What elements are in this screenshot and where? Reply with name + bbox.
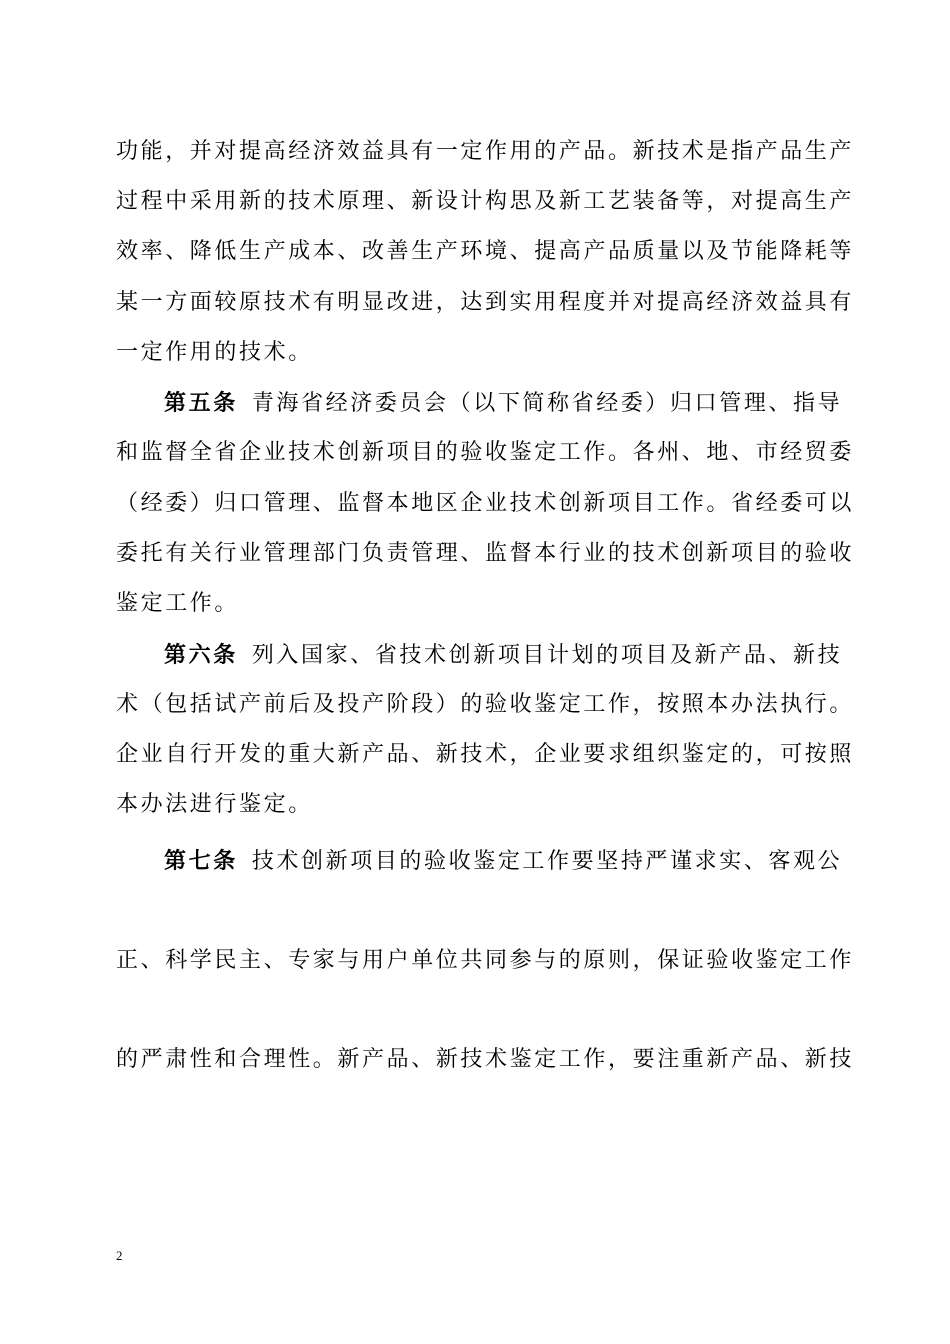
paragraph-line: 某一方面较原技术有明显改进，达到实用程度并对提高经济效益具有 [116,290,855,315]
paragraph-line: （经委）归口管理、监督本地区企业技术创新项目工作。省经委可以 [116,491,855,516]
article-6-text: 列入国家、省技术创新项目计划的项目及新产品、新技 [251,643,843,668]
article-5-text: 青海省经济委员会（以下简称省经委）归口管理、指导 [251,391,843,416]
article-7-number: 第七条 [164,848,238,874]
article-5-first-line [164,388,884,419]
page-number: 2 [116,1248,123,1263]
article-7-text: 技术创新项目的验收鉴定工作要坚持严谨求实、客观公 [251,849,843,874]
paragraph-line: 术（包括试产前后及投产阶段）的验收鉴定工作，按照本办法执行。 [116,692,855,717]
article-7-first-line [164,846,884,877]
paragraph-line: 一定作用的技术。 [116,340,313,365]
paragraph-line: 和监督全省企业技术创新项目的验收鉴定工作。各州、地、市经贸委 [116,440,855,465]
paragraph-line: 效率、降低生产成本、改善生产环境、提高产品质量以及节能降耗等 [116,239,855,264]
paragraph-line: 过程中采用新的技术原理、新设计构思及新工艺装备等，对提高生产 [116,189,855,214]
article-6-number: 第六条 [164,642,238,668]
paragraph-line: 本办法进行鉴定。 [116,792,313,817]
paragraph-line: 鉴定工作。 [116,591,240,616]
paragraph-line: 的严肃性和合理性。新产品、新技术鉴定工作，要注重新产品、新技 [116,1047,855,1072]
paragraph-line: 企业自行开发的重大新产品、新技术，企业要求组织鉴定的，可按照 [116,742,855,767]
article-5-number: 第五条 [164,390,238,416]
paragraph-line: 正、科学民主、专家与用户单位共同参与的原则，保证验收鉴定工作 [116,948,855,973]
article-6-first-line [164,640,884,671]
paragraph-line: 委托有关行业管理部门负责管理、监督本行业的技术创新项目的验收 [116,541,855,566]
paragraph-line: 功能，并对提高经济效益具有一定作用的产品。新技术是指产品生产 [116,139,855,164]
